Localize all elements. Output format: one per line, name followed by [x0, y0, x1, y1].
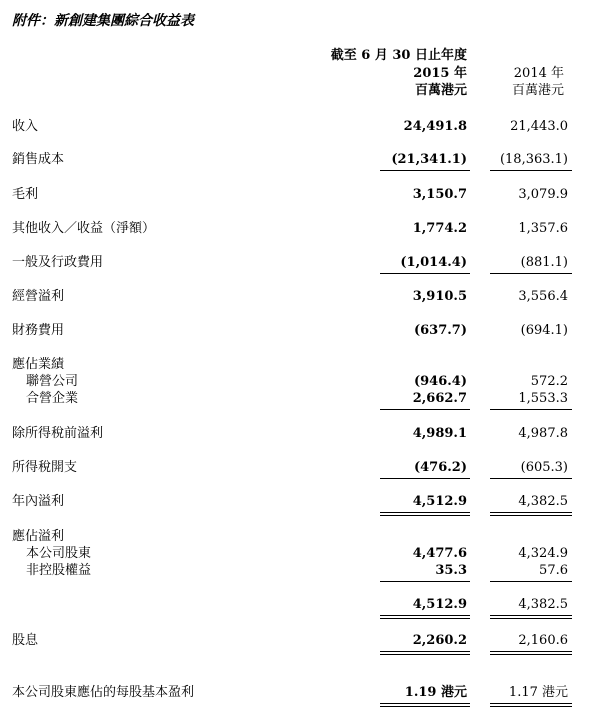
underline	[380, 273, 470, 274]
row-label: 毛利	[12, 187, 39, 202]
row-label: 非控股權益	[26, 563, 92, 578]
row-label: 聯營公司	[26, 374, 79, 389]
double-underline	[490, 651, 572, 652]
value-2014: (605.3)	[520, 460, 568, 475]
underline	[380, 478, 470, 479]
row-label: 本公司股東應佔的每股基本盈利	[12, 685, 195, 700]
double-underline	[490, 515, 572, 516]
row-label: 股息	[12, 633, 39, 648]
col-2015-year: 2015 年	[413, 66, 467, 81]
row-eps	[0, 684, 604, 702]
value-2015: 4,512.9	[412, 597, 467, 612]
double-underline	[380, 703, 470, 704]
value-2014: 3,556.4	[518, 289, 568, 304]
value-2014: 4,324.9	[518, 546, 568, 561]
row-revenue	[0, 118, 604, 136]
row-shareholders	[0, 545, 604, 563]
value-2014: 4,987.8	[518, 426, 568, 441]
underline	[380, 581, 470, 582]
value-2015: 3,150.7	[412, 187, 467, 202]
double-underline	[490, 512, 572, 513]
row-attributable-total	[0, 596, 604, 614]
underline	[490, 581, 572, 582]
row-attributable	[0, 528, 604, 546]
underline	[380, 409, 470, 410]
row-label: 應佔溢利	[12, 529, 65, 544]
underline	[490, 273, 572, 274]
value-2014: 572.2	[530, 374, 568, 389]
row-label: 銷售成本	[12, 152, 65, 167]
double-underline	[490, 706, 572, 707]
row-finance-costs	[0, 322, 604, 340]
double-underline	[490, 615, 572, 616]
value-2015: 1,774.2	[412, 221, 467, 236]
row-other-income	[0, 220, 604, 238]
value-2014: (694.1)	[520, 323, 568, 338]
double-underline	[380, 706, 470, 707]
underline	[490, 478, 572, 479]
value-2015: (21,341.1)	[391, 152, 467, 167]
value-2014: (18,363.1)	[499, 152, 568, 167]
double-underline	[490, 703, 572, 704]
col-2015-unit: 百萬港元	[414, 83, 467, 98]
value-2015: 4,477.6	[412, 546, 467, 561]
value-2014: 2,160.6	[518, 633, 568, 648]
row-cost-of-sales	[0, 151, 604, 169]
row-label: 其他收入／收益（淨額）	[12, 221, 156, 236]
row-admin-expenses	[0, 254, 604, 272]
value-2015: (476.2)	[413, 460, 467, 475]
value-2015: 1.19 港元	[404, 685, 467, 700]
underline	[490, 409, 572, 410]
row-label: 一般及行政費用	[12, 255, 104, 270]
value-2014: 4,382.5	[518, 597, 568, 612]
double-underline	[380, 654, 470, 655]
col-2014-unit: 百萬港元	[511, 83, 564, 98]
value-2014: 4,382.5	[518, 494, 568, 509]
row-non-controlling	[0, 562, 604, 580]
underline	[490, 170, 572, 171]
value-2015: 24,491.8	[403, 119, 467, 134]
value-2014: (881.1)	[520, 255, 568, 270]
value-2015: 3,910.5	[412, 289, 467, 304]
row-profit-for-year	[0, 493, 604, 511]
value-2015: (1,014.4)	[400, 255, 467, 270]
row-joint-ventures	[0, 390, 604, 408]
row-label: 經營溢利	[12, 289, 65, 304]
value-2015: (946.4)	[413, 374, 467, 389]
underline	[380, 170, 470, 171]
value-2014: 57.6	[539, 563, 568, 578]
row-label: 所得稅開支	[12, 460, 78, 475]
row-label: 應佔業績	[12, 357, 65, 372]
row-label: 年內溢利	[12, 494, 65, 509]
row-label: 財務費用	[12, 323, 65, 338]
row-income-tax	[0, 459, 604, 477]
row-label: 除所得稅前溢利	[12, 426, 104, 441]
row-profit-before-tax	[0, 425, 604, 443]
double-underline	[380, 512, 470, 513]
value-2015: (637.7)	[413, 323, 467, 338]
value-2014: 1,553.3	[518, 391, 568, 406]
page-title: 附件：新創建集團綜合收益表	[12, 13, 194, 29]
double-underline	[380, 651, 470, 652]
value-2014: 3,079.9	[518, 187, 568, 202]
row-share-of-results	[0, 356, 604, 374]
value-2015: 4,989.1	[412, 426, 467, 441]
row-associates	[0, 373, 604, 391]
row-operating-profit	[0, 288, 604, 306]
double-underline	[380, 615, 470, 616]
value-2015: 35.3	[435, 563, 467, 578]
row-label: 合營企業	[26, 391, 79, 406]
double-underline	[380, 618, 470, 619]
double-underline	[380, 515, 470, 516]
row-gross-profit	[0, 186, 604, 204]
value-2014: 21,443.0	[510, 119, 568, 134]
value-2015: 2,662.7	[412, 391, 467, 406]
value-2015: 2,260.2	[412, 633, 467, 648]
col-2014-year: 2014 年	[513, 66, 564, 81]
row-dividends	[0, 632, 604, 650]
value-2014: 1.17 港元	[508, 685, 568, 700]
value-2015: 4,512.9	[412, 494, 467, 509]
value-2014: 1,357.6	[518, 221, 568, 236]
row-label: 收入	[12, 119, 39, 134]
row-label: 本公司股東	[26, 546, 92, 561]
double-underline	[490, 654, 572, 655]
period-header: 截至 6 月 30 日止年度	[330, 48, 467, 63]
double-underline	[490, 618, 572, 619]
